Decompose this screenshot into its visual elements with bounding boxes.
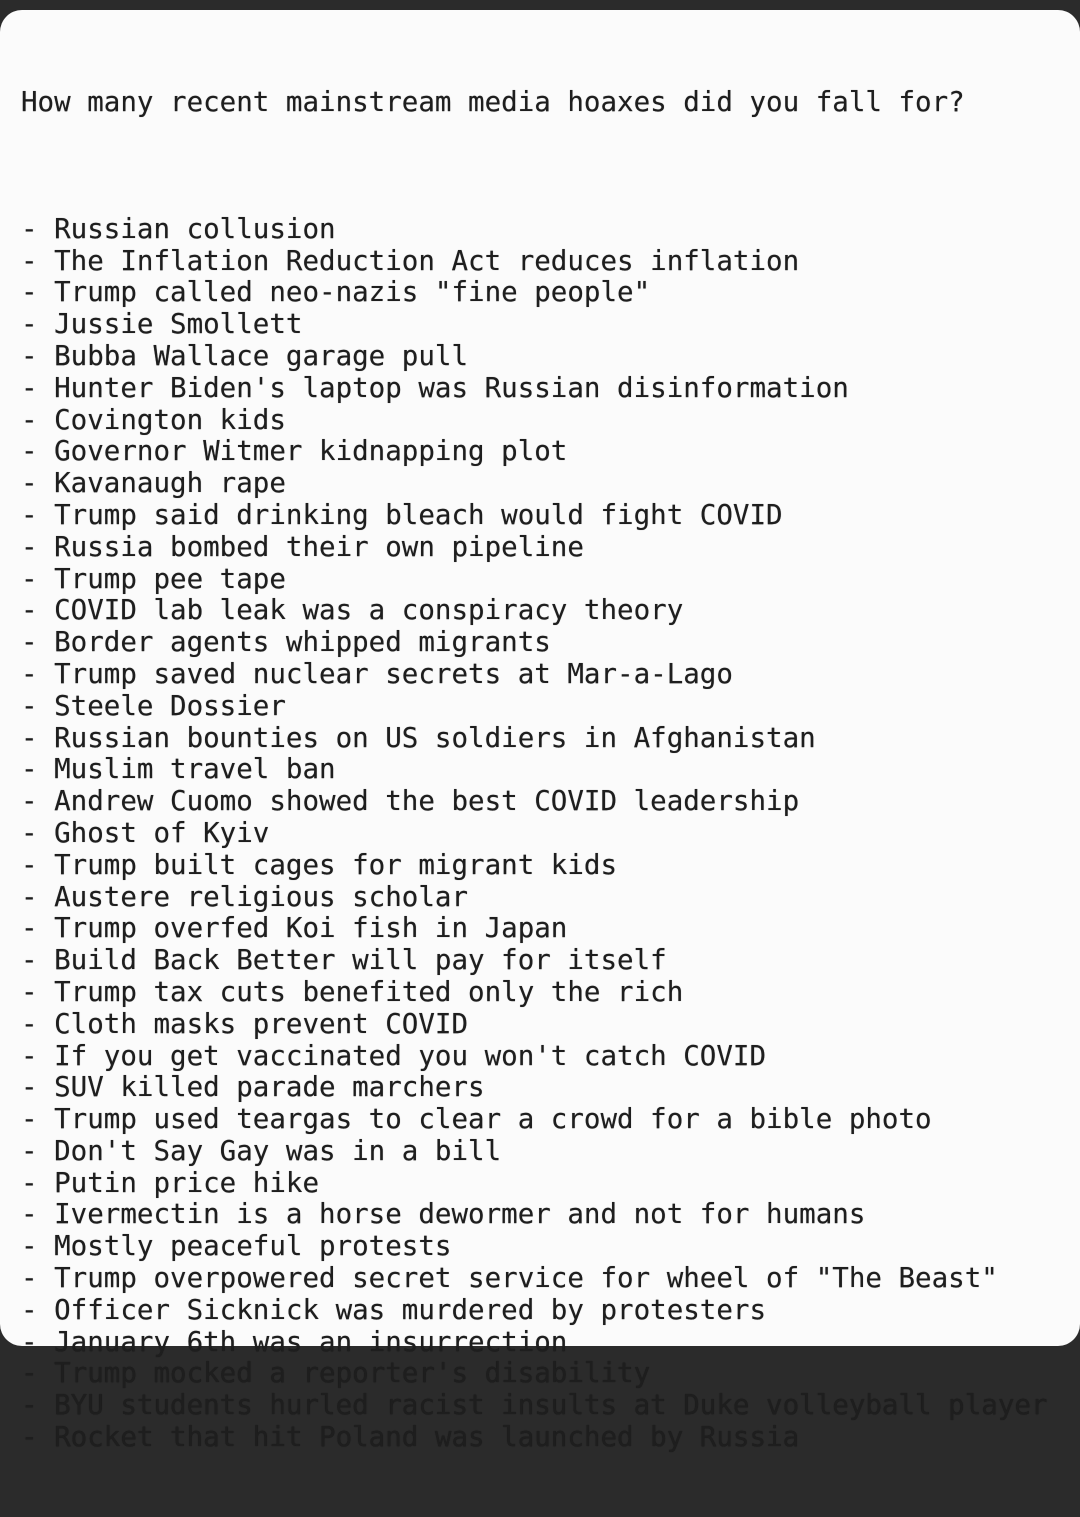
list-item: - Trump overfed Koi fish in Japan (21, 912, 568, 945)
list-item: - Russian bounties on US soldiers in Afghanistan (21, 721, 816, 754)
list-item: - Trump overpowered secret service for wheel of "The Beast" (21, 1262, 998, 1295)
list-item: - Ivermectin is a horse dewormer and not for humans (21, 1198, 866, 1231)
list-item: - Trump said drinking bleach would fight COVID (21, 498, 783, 531)
list-item: - Trump built cages for migrant kids (21, 848, 618, 881)
list-item: - January 6th was an insurrection (21, 1325, 568, 1358)
list-item: - Covington kids (21, 403, 286, 436)
list-item: - Steele Dossier (21, 689, 286, 722)
list-item: - The Inflation Reduction Act reduces inflation (21, 244, 800, 277)
list-item: - Don't Say Gay was in a bill (21, 1134, 502, 1167)
list-item: - Andrew Cuomo showed the best COVID leadership (21, 785, 800, 818)
list-item: - Build Back Better will pay for itself (21, 944, 667, 977)
list-item: - Rocket that hit Poland was launched by Russia (21, 1421, 800, 1454)
list-item: - Officer Sicknick was murdered by protesters (21, 1293, 767, 1326)
list-item: - Bubba Wallace garage pull (21, 339, 469, 372)
page-title: How many recent mainstream media hoaxes did you fall for? (21, 85, 965, 118)
list-item: - Trump mocked a reporter's disability (21, 1357, 651, 1390)
list-item: - Trump pee tape (21, 562, 286, 595)
hoax-list (21, 214, 1080, 1454)
list-item: - Trump used teargas to clear a crowd for a bible photo (21, 1103, 932, 1136)
list-item: - Russia bombed their own pipeline (21, 530, 584, 563)
list-item: - Putin price hike (21, 1166, 320, 1199)
list-item: - Trump saved nuclear secrets at Mar-a-Lago (21, 657, 733, 690)
list-item: - Ghost of Kyiv (21, 816, 270, 849)
list-item: - Governor Witmer kidnapping plot (21, 435, 568, 468)
list-item: - Cloth masks prevent COVID (21, 1007, 469, 1040)
list-item: - Border agents whipped migrants (21, 626, 551, 659)
list-item: - Austere religious scholar (21, 880, 469, 913)
list-item: - Mostly peaceful protests (21, 1230, 452, 1263)
list-item: - If you get vaccinated you won't catch COVID (21, 1039, 767, 1072)
list-item: - BYU students hurled racist insults at Duke volleyball player (21, 1389, 1048, 1422)
list-item: - SUV killed parade marchers (21, 1071, 485, 1104)
list-item: - Muslim travel ban (21, 753, 336, 786)
list-item: - Kavanaugh rape (21, 467, 286, 500)
list-item: - Trump tax cuts benefited only the rich (21, 975, 684, 1008)
list-item: - Russian collusion (21, 212, 336, 245)
text-block (0, 10, 1080, 1517)
list-item: - Hunter Biden's laptop was Russian disinformation (21, 371, 849, 404)
list-item: - Trump called neo-nazis "fine people" (21, 276, 651, 309)
list-item: - COVID lab leak was a conspiracy theory (21, 594, 684, 627)
list-item: - Jussie Smollett (21, 308, 303, 341)
text-card (0, 10, 1080, 1454)
